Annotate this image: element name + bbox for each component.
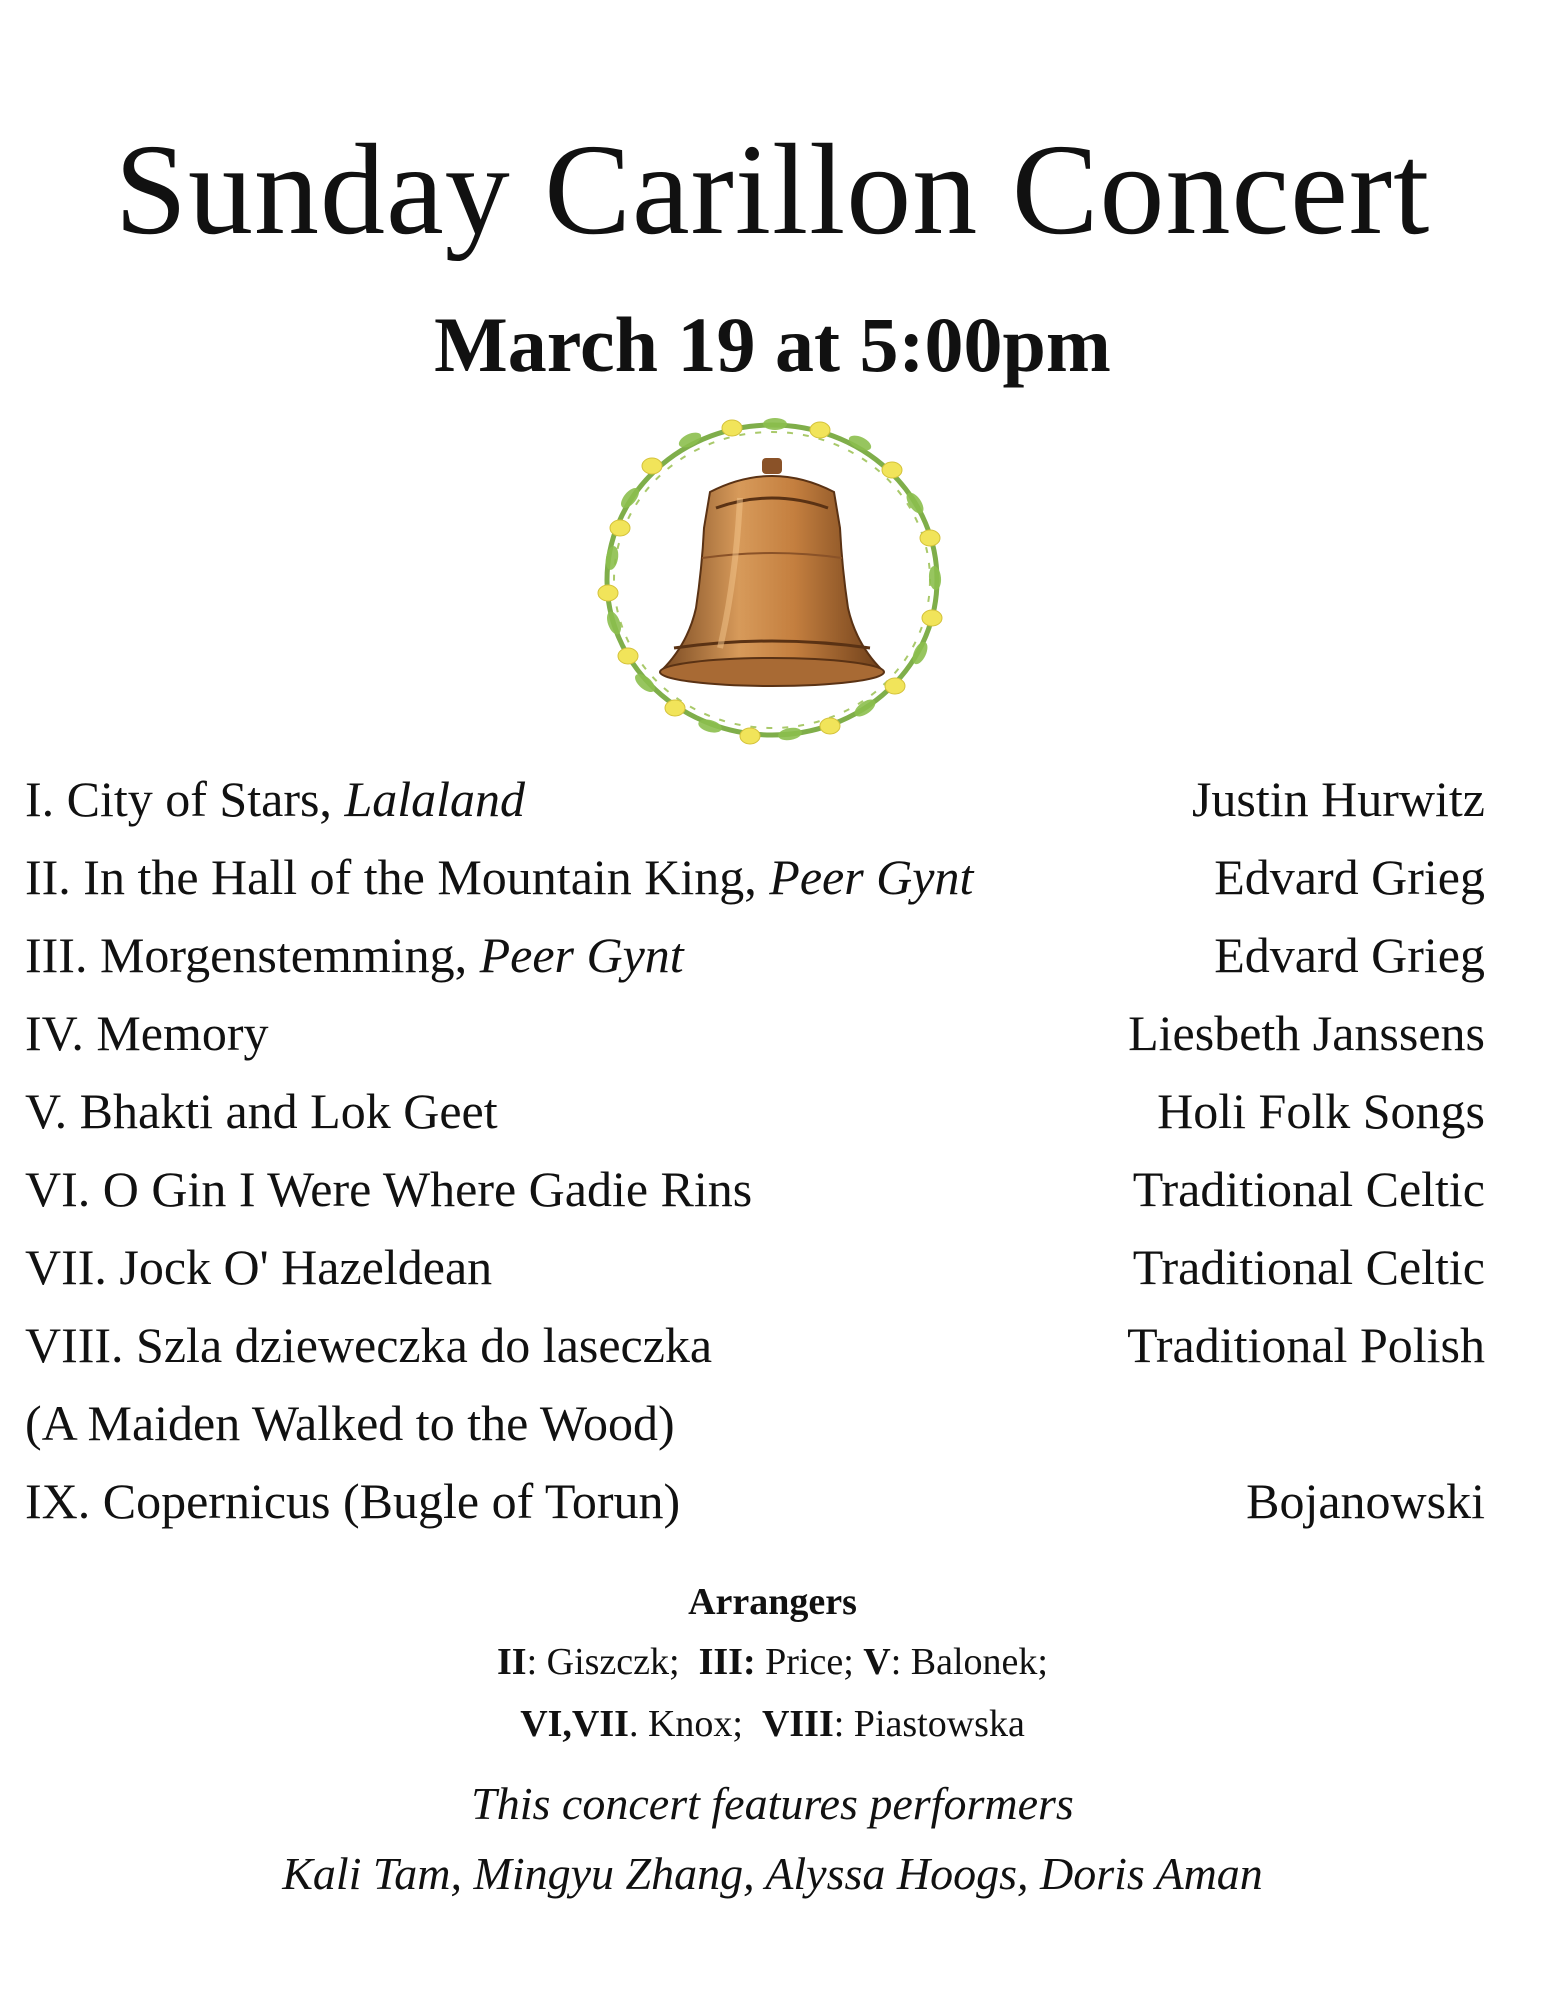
concert-title: Sunday Carillon Concert	[114, 118, 1431, 262]
piece-source: Peer Gynt	[769, 849, 974, 905]
composer: Edvard Grieg	[1214, 849, 1485, 905]
piece-title: (A Maiden Walked to the Wood)	[25, 1395, 675, 1451]
piece-title: I. City of Stars, Lalaland	[25, 771, 526, 827]
program-row	[25, 1384, 1485, 1462]
performers-names: Kali Tam, Mingyu Zhang, Alyssa Hoogs, Doris Aman	[282, 1848, 1263, 1899]
composer: Justin Hurwitz	[1191, 771, 1485, 827]
piece-title: III. Morgenstemming, Peer Gynt	[25, 927, 684, 983]
piece-title: V. Bhakti and Lok Geet	[25, 1083, 498, 1139]
arrangers-heading: Arrangers	[688, 1581, 857, 1623]
program-row	[25, 916, 1485, 994]
piece-title: IV. Memory	[25, 1005, 269, 1061]
arranger-name: : Piastowska	[833, 1703, 1025, 1745]
concert-date: March 19 at 5:00pm	[434, 301, 1111, 388]
bell	[660, 458, 884, 686]
program-row	[25, 1150, 1485, 1228]
composer: Liesbeth Janssens	[1128, 1005, 1485, 1061]
arranger-name: . Knox;	[628, 1703, 762, 1745]
arranger-number: V	[863, 1641, 891, 1683]
arranger-name: Price;	[755, 1641, 864, 1683]
program-row	[25, 1072, 1485, 1150]
arranger-number: VI,VII	[520, 1703, 629, 1745]
composer: Traditional Polish	[1127, 1317, 1485, 1373]
composer: Traditional Celtic	[1132, 1239, 1485, 1295]
program-row	[25, 1462, 1485, 1540]
piece-title: II. In the Hall of the Mountain King, Peer Gynt	[25, 849, 974, 905]
arranger-number: II	[497, 1641, 527, 1683]
program-row	[25, 994, 1485, 1072]
program-row	[25, 1228, 1485, 1306]
piece-title: IX. Copernicus (Bugle of Torun)	[25, 1473, 681, 1529]
composer: Traditional Celtic	[1132, 1161, 1485, 1217]
program-list	[25, 760, 1485, 1540]
composer: Holi Folk Songs	[1157, 1083, 1485, 1139]
arrangers-line-2	[0, 1702, 1545, 1746]
program-row	[25, 1306, 1485, 1384]
piece-source: Peer Gynt	[479, 927, 684, 983]
composer: Edvard Grieg	[1214, 927, 1485, 983]
program-row	[25, 838, 1485, 916]
arranger-name: : Giszczk;	[526, 1641, 699, 1683]
program-row	[25, 760, 1485, 838]
arranger-number: VIII	[761, 1703, 834, 1745]
arranger-name: : Balonek;	[890, 1641, 1048, 1683]
performers-intro: This concert features performers	[471, 1778, 1074, 1829]
arranger-number: III:	[698, 1641, 756, 1683]
piece-title: VIII. Szla dzieweczka do laseczka	[25, 1317, 713, 1373]
arrangers-line-1	[0, 1640, 1545, 1684]
piece-title: VII. Jock O' Hazeldean	[25, 1239, 493, 1295]
bell-in-lemon-wreath-icon	[590, 408, 955, 753]
piece-title: VI. O Gin I Were Where Gadie Rins	[25, 1161, 753, 1217]
composer: Bojanowski	[1246, 1473, 1485, 1529]
piece-source: Lalaland	[344, 771, 526, 827]
